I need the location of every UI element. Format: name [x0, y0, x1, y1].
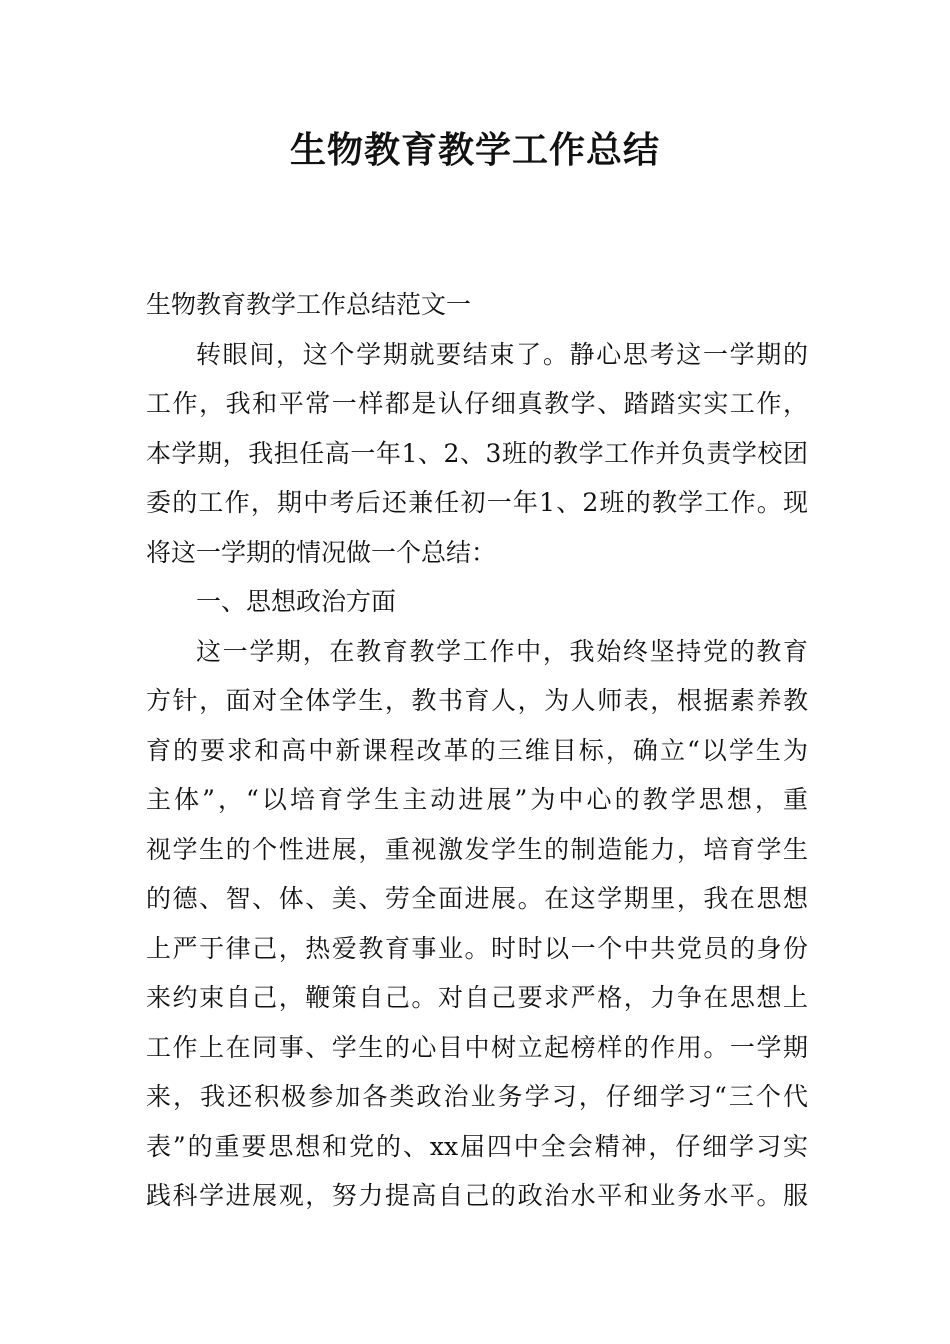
body-line: 育的要求和高中新课程改革的三维目标，确立“以学生为: [146, 735, 808, 765]
body-line: 主体”，“以培育学生主动进展”为中心的教学思想，重: [146, 785, 808, 814]
body-line: 委的工作，期中考后还兼任初一年1、2班的教学工作。现: [146, 488, 808, 517]
body-line: 本学期，我担任高一年1、2、3班的教学工作并负责学校团: [146, 438, 808, 468]
body-line: 将这一学期的情况做一个总结：: [146, 537, 497, 567]
body-line: 的德、智、体、美、劳全面进展。在这学期里，我在思想: [146, 884, 808, 913]
document-title: 生物教育教学工作总结: [289, 129, 660, 171]
document-body: [146, 280, 808, 1221]
body-line: 践科学进展观，努力提高自己的政治水平和业务水平。服: [146, 1181, 808, 1210]
body-line: 来，我还积极参加各类政治业务学习，仔细学习“三个代: [146, 1082, 808, 1111]
body-line: 这一学期，在教育教学工作中，我始终坚持党的教育: [196, 636, 808, 666]
body-line: 工作，我和平常一样都是认仔细真教学、踏踏实实工作，: [146, 389, 808, 418]
body-line: 生物教育教学工作总结范文一: [146, 290, 472, 319]
body-line: 来约束自己，鞭策自己。对自己要求严格，力争在思想上: [146, 983, 808, 1012]
body-line: 视学生的个性进展，重视激发学生的制造能力，培育学生: [146, 834, 808, 864]
body-line: 方针，面对全体学生，教书育人，为人师表，根据素养教: [146, 686, 808, 715]
body-line: 工作上在同事、学生的心目中树立起榜样的作用。一学期: [146, 1032, 808, 1062]
section-heading: 一、思想政治方面: [196, 587, 397, 616]
body-line: 转眼间，这个学期就要结束了。静心思考这一学期的: [196, 339, 808, 369]
body-line: 上严于律己，热爱教育事业。时时以一个中共党员的身份: [146, 933, 808, 963]
body-line: 表”的重要思想和党的、xx届四中全会精神，仔细学习实: [146, 1131, 808, 1161]
